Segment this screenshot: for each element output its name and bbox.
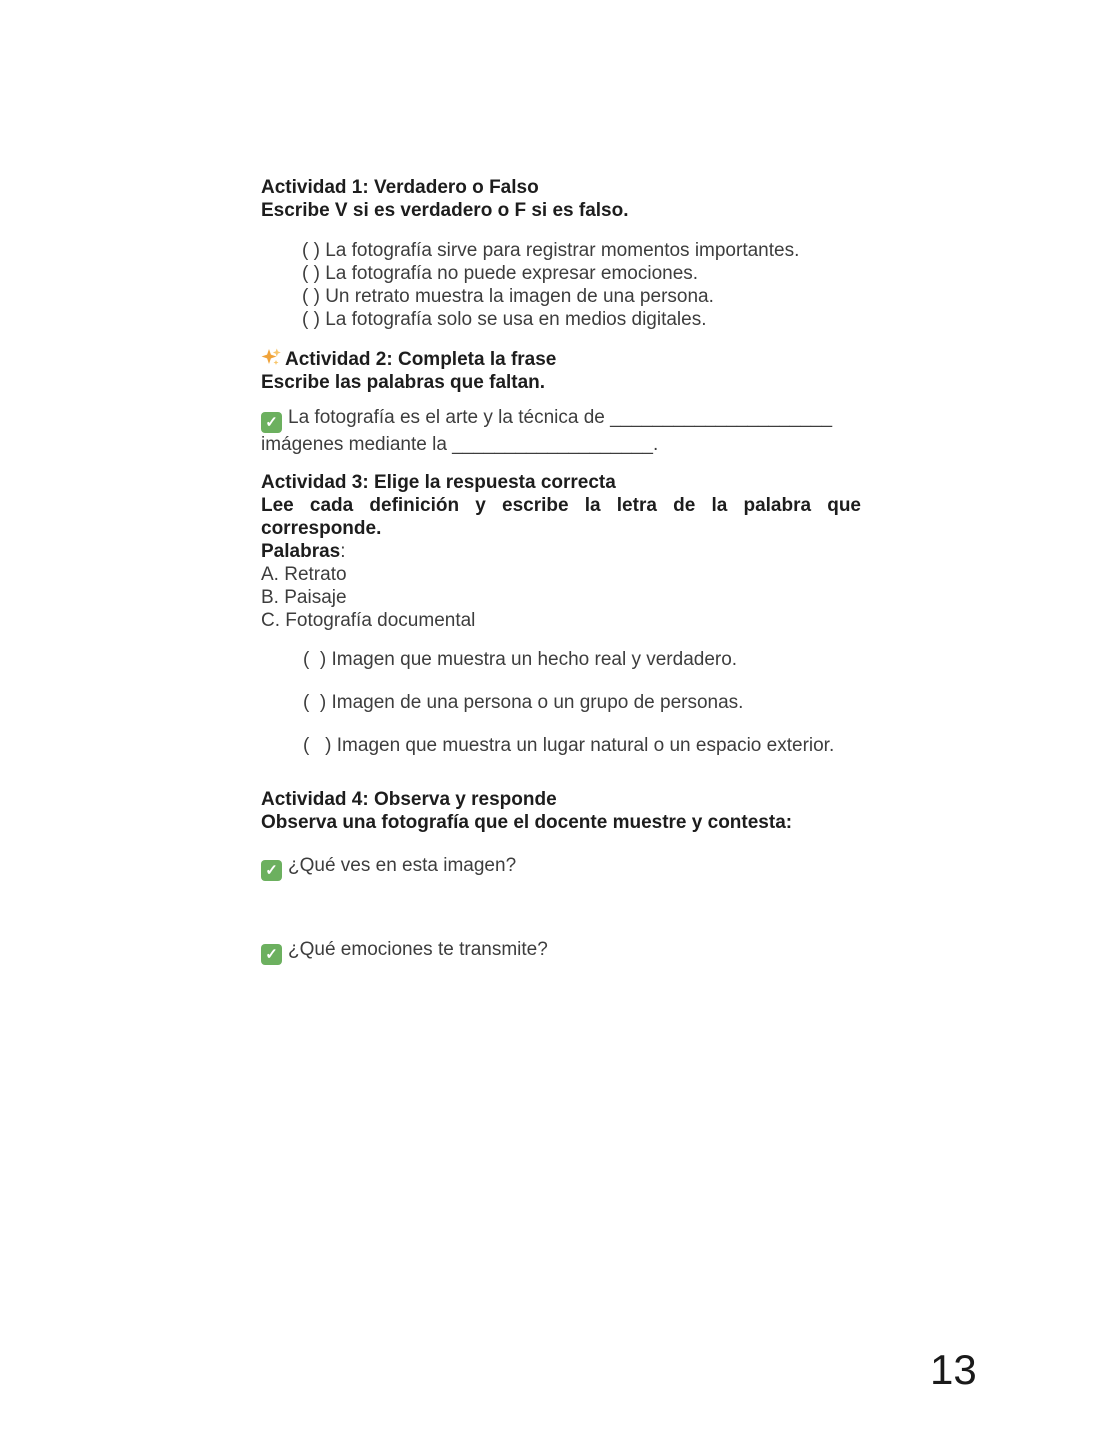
true-false-item: ( ) Un retrato muestra la imagen de una persona. [302, 286, 714, 307]
sparkles-icon [261, 347, 282, 368]
activity-3-subtitle: Lee cada definición y escribe la letra de la palabra que corresponde. [261, 495, 861, 539]
worksheet-content [261, 176, 861, 965]
check-box-icon [261, 944, 282, 965]
definition-item: ( ) Imagen que muestra un hecho real y verdadero. [303, 649, 738, 670]
fill-in-sentence [261, 406, 861, 456]
activity-3-section [261, 471, 861, 757]
activity-2-subtitle: Escribe las palabras que faltan. [261, 372, 546, 393]
activity-1-section [261, 176, 861, 331]
check-glyph: ✓ [265, 946, 278, 963]
check-glyph: ✓ [265, 862, 278, 879]
words-label-row [261, 540, 861, 563]
activity-1-title: Actividad 1: Verdadero o Falso [261, 177, 539, 198]
activity-4-section [261, 788, 861, 965]
check-box-icon [261, 412, 282, 433]
fill-in-line-1 [261, 406, 861, 433]
check-box-icon [261, 860, 282, 881]
activity-1-subtitle: Escribe V si es verdadero o F si es falso. [261, 200, 629, 221]
word-option: C. Fotografía documental [261, 610, 476, 631]
activity-2-title: Actividad 2: Completa la frase [285, 349, 557, 370]
activity-4-subtitle: Observa una fotografía que el docente muestre y contesta: [261, 812, 793, 833]
word-option: B. Paisaje [261, 587, 347, 608]
words-label-colon: : [340, 541, 346, 562]
check-glyph: ✓ [265, 414, 278, 431]
true-false-item: ( ) La fotografía solo se usa en medios digitales. [302, 309, 707, 330]
page-number: 13 [930, 1346, 977, 1393]
fill-in-text-1: La fotografía es el arte y la técnica de _____________________ [288, 407, 833, 428]
words-list [261, 563, 861, 632]
definition-item: ( ) Imagen que muestra un lugar natural o un espacio exterior. [303, 735, 835, 756]
activity-2-title-row [261, 347, 861, 371]
activity-2-section [261, 347, 861, 456]
fill-in-line-2: imágenes mediante la ___________________. [261, 434, 659, 455]
true-false-item: ( ) La fotografía no puede expresar emociones. [302, 263, 699, 284]
definition-item: ( ) Imagen de una persona o un grupo de personas. [303, 692, 744, 713]
definitions-list [261, 648, 861, 757]
activity-3-title: Actividad 3: Elige la respuesta correcta [261, 472, 616, 493]
true-false-item: ( ) La fotografía sirve para registrar momentos importantes. [302, 240, 800, 261]
question-text: ¿Qué emociones te transmite? [288, 939, 548, 960]
activity-4-title: Actividad 4: Observa y responde [261, 789, 557, 810]
true-false-list [302, 239, 861, 331]
question-row [261, 938, 861, 965]
word-option: A. Retrato [261, 564, 347, 585]
question-text: ¿Qué ves en esta imagen? [288, 855, 517, 876]
question-row [261, 854, 861, 881]
words-label: Palabras [261, 541, 341, 562]
